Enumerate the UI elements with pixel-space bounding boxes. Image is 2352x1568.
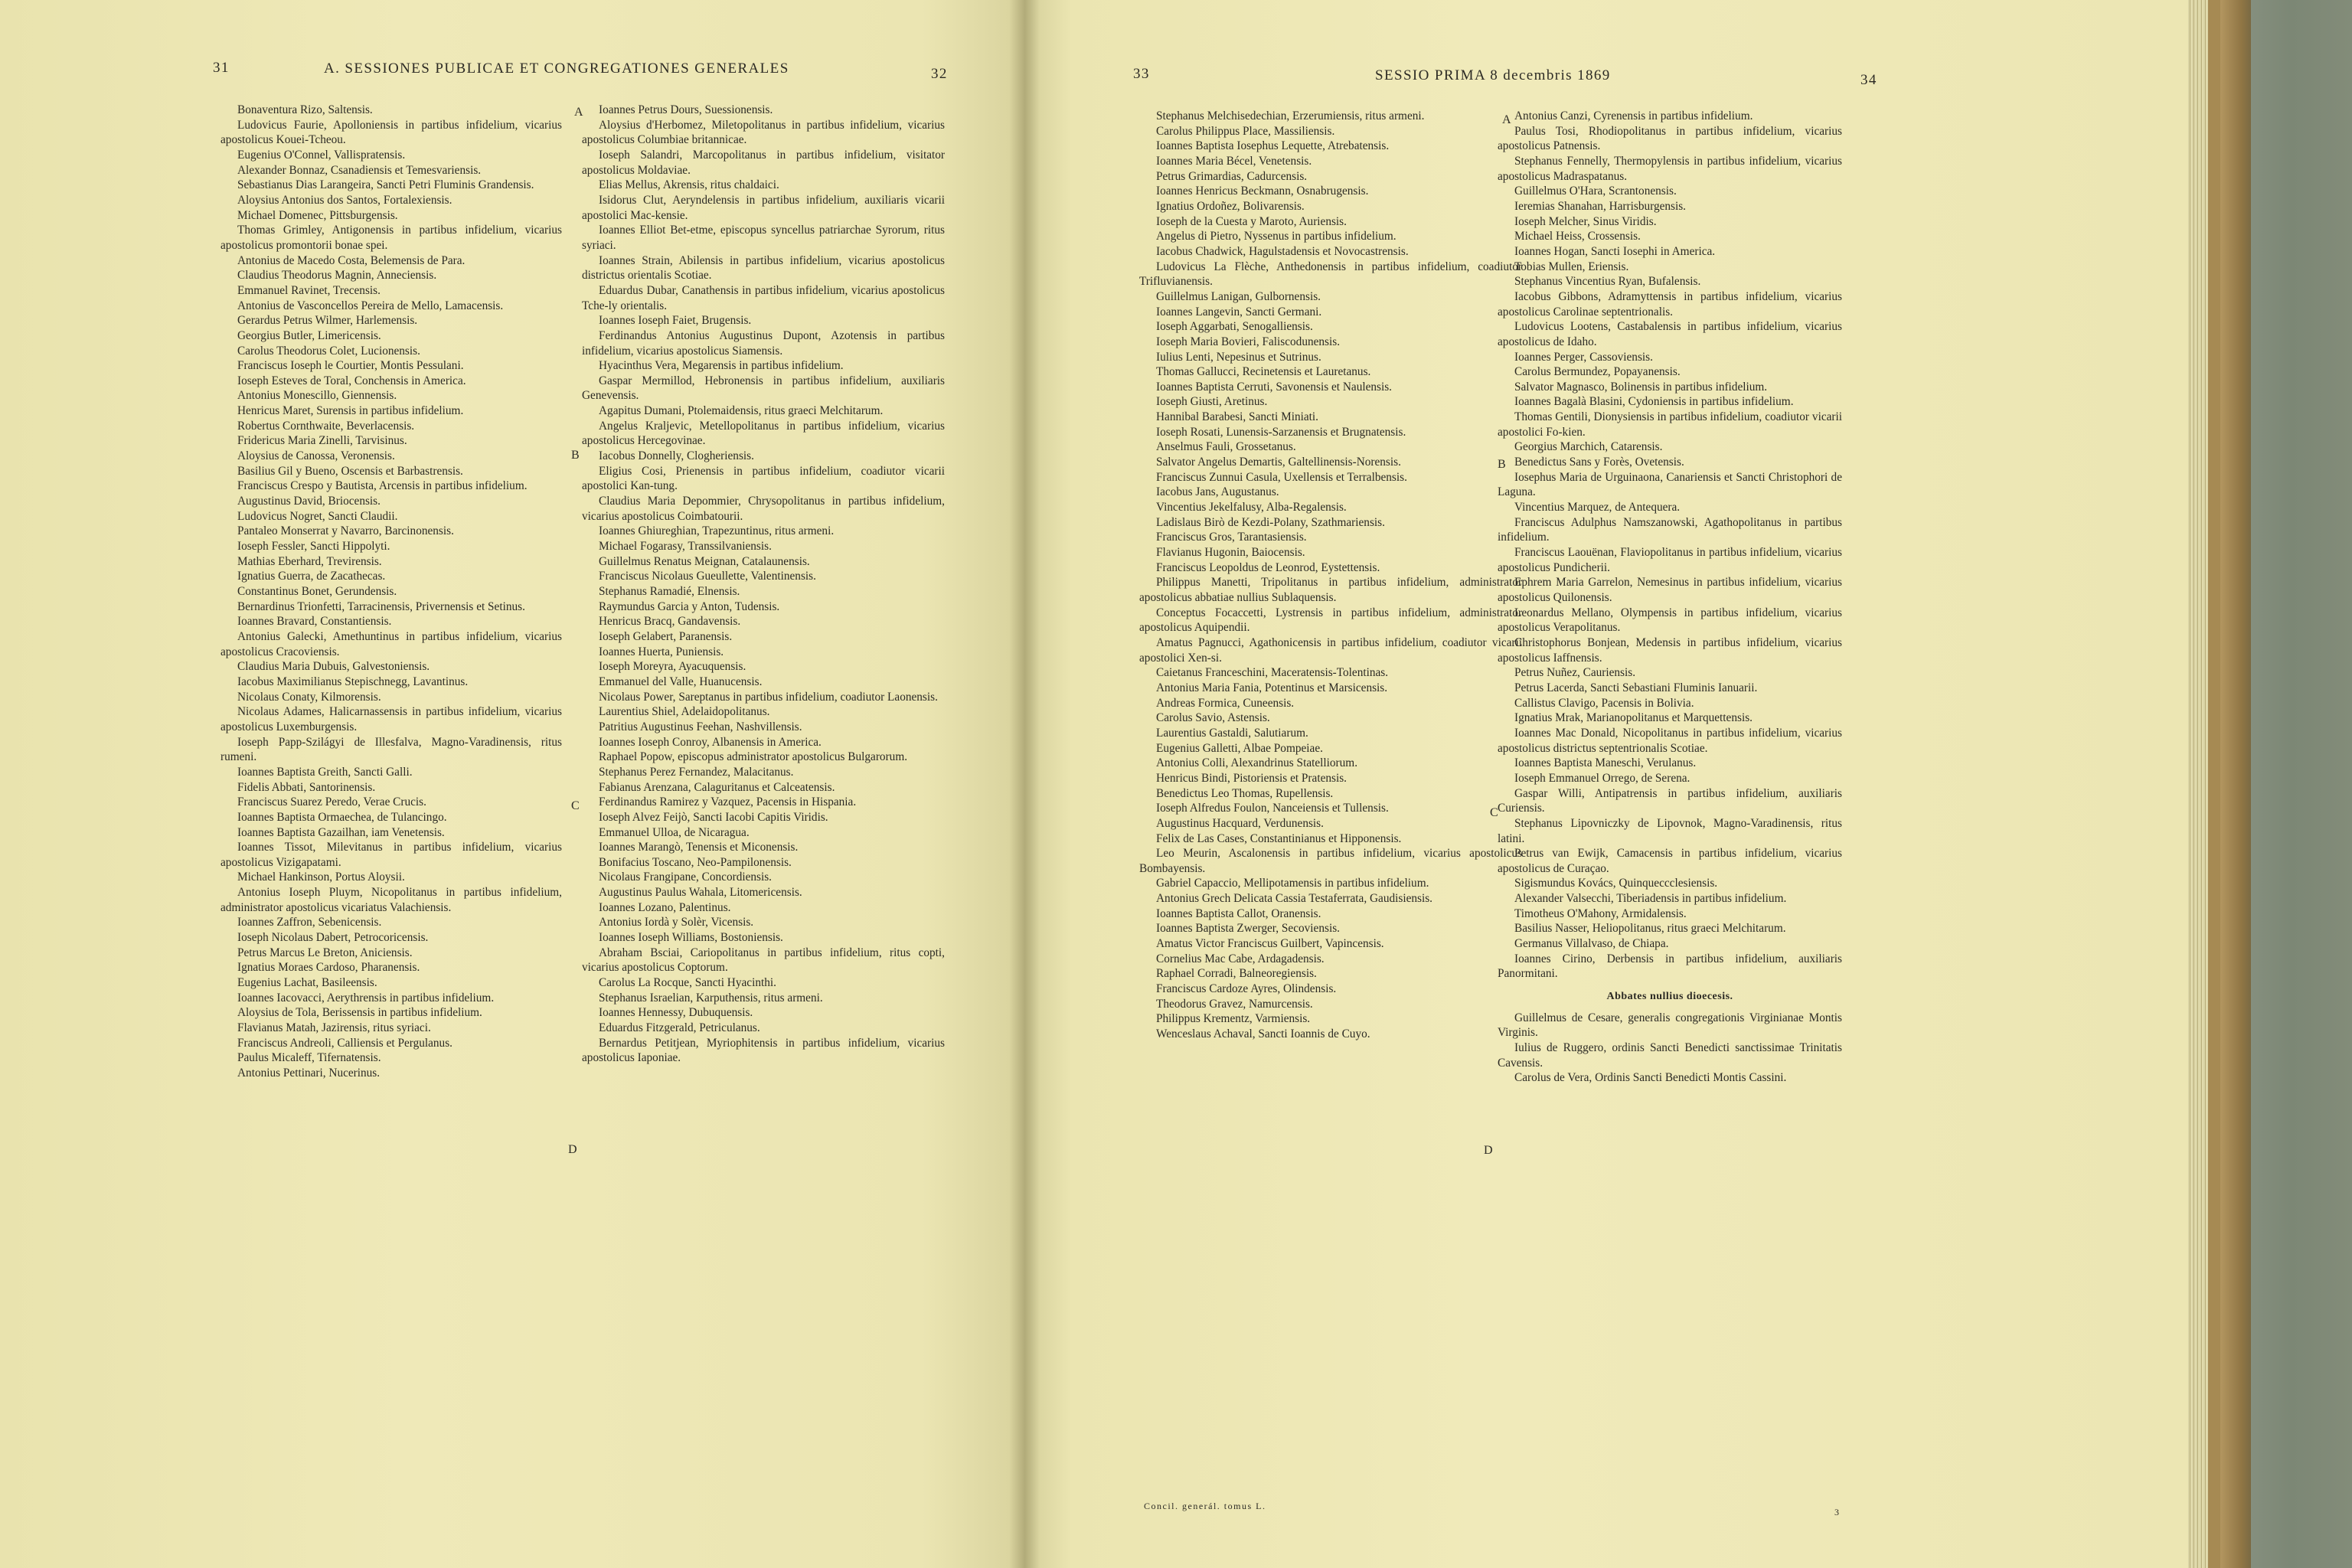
entry-line: Ioannes Baptista Cerruti, Savonensis et Naulensis.	[1156, 380, 1393, 394]
entry-line: Michael Heiss, Crossensis.	[1514, 230, 1641, 243]
entry-line: Ioannes Perger, Cassoviensis.	[1514, 350, 1653, 364]
entry-line: Ferdinandus Ramirez y Vazquez, Pacensis in Hispania.	[599, 795, 857, 809]
entry-line: Angelus di Pietro, Nyssenus in partibus infidelium.	[1156, 230, 1396, 243]
entry-line: Ioseph Salandri, Marcopolitanus in partibus infidelium, visitator apostolicus Moldaviae.	[582, 148, 945, 177]
entry-line: Franciscus Andreoli, Calliensis et Pergulanus.	[237, 1036, 452, 1050]
entry-line: Franciscus Laouënan, Flaviopolitanus in partibus infidelium, vicarius apostolicus Pundicherii.	[1498, 546, 1842, 574]
entry-line: Philippus Krementz, Varmiensis.	[1156, 1012, 1311, 1026]
entry-line: Michael Hankinson, Portus Aloysii.	[237, 871, 405, 884]
entry-line: Ludovicus Lootens, Castabalensis in partibus infidelium, vicarius apostolicus de Idaho.	[1498, 320, 1842, 348]
entry-line: Ioannes Bravard, Constantiensis.	[237, 615, 392, 629]
entry-line: Hyacinthus Vera, Megarensis in partibus infidelium.	[599, 359, 844, 373]
entry-line: Ioannes Huerta, Puniensis.	[599, 645, 724, 658]
entry-line: Guillelmus Renatus Meignan, Catalaunensis.	[599, 554, 810, 568]
entry-line: Ioseph Gelabert, Paranensis.	[599, 629, 733, 643]
entry-line: Franciscus Suarez Peredo, Verae Crucis.	[237, 795, 426, 809]
margin-marker-b: B	[571, 449, 580, 462]
entry-line: Ioannes Petrus Dours, Suessionensis.	[599, 103, 773, 116]
entry-line: Petrus van Ewijk, Camacensis in partibus infidelium, vicarius apostolicus de Curaçao.	[1498, 847, 1842, 875]
entry-line: Fabianus Arenzana, Calaguritanus et Calceatensis.	[599, 780, 835, 794]
margin-marker-b: B	[1498, 458, 1506, 471]
entry-line: Leonardus Mellano, Olympensis in partibus infidelium, vicarius apostolicus Verapolitanus.	[1498, 606, 1842, 635]
book-cover-edge	[2208, 0, 2220, 1568]
entry-line: Stephanus Israelian, Karputhensis, ritus armeni.	[599, 991, 823, 1004]
entry-line: Patritius Augustinus Feehan, Nashvillensis.	[599, 720, 802, 733]
entry-line: Antonius de Macedo Costa, Belemensis de Para.	[237, 253, 466, 267]
entry-line: Philippus Manetti, Tripolitanus in partibus infidelium, administrator apostolicus abbatiae nullius Sublaquensis.	[1139, 576, 1522, 604]
entry-line: Thomas Gallucci, Recinetensis et Lauretanus.	[1156, 365, 1371, 379]
entry-line: Franciscus Adulphus Namszanowski, Agathopolitanus in partibus infidelium.	[1498, 515, 1842, 544]
entry-line: Ioannes Ioseph Conroy, Albanensis in America.	[599, 735, 822, 749]
entry-line: Ioannes Lozano, Palentinus.	[599, 900, 731, 914]
entry-line: Nicolaus Adames, Halicarnassensis in partibus infidelium, vicarius apostolicus Luxemburgensis.	[220, 705, 562, 733]
entry-line: Carolus Philippus Place, Massiliensis.	[1156, 124, 1335, 138]
entry-line: Carolus Theodorus Colet, Lucionensis.	[237, 344, 420, 358]
entry-line: Ioseph Emmanuel Orrego, de Serena.	[1514, 771, 1690, 785]
entry-line: Henricus Bracq, Gandavensis.	[599, 615, 741, 629]
entry-line: Flavianus Hugonin, Baiocensis.	[1156, 546, 1305, 560]
entry-line: Theodorus Gravez, Namurcensis.	[1156, 997, 1313, 1011]
entry-line: Guillelmus Lanigan, Gulbornensis.	[1156, 289, 1321, 303]
entry-line: Stephanus Ramadié, Elnensis.	[599, 585, 740, 598]
entry-line: Caietanus Franceschini, Maceratensis-Tolentinas.	[1156, 666, 1389, 680]
entry-line: Eduardus Fitzgerald, Petriculanus.	[599, 1021, 760, 1035]
entry-line: Gaspar Willi, Antipatrensis in partibus infidelium, auxiliaris Curiensis.	[1498, 786, 1842, 815]
entry-line: Carolus de Vera, Ordinis Sancti Benedicti Montis Cassini.	[1514, 1071, 1787, 1085]
entry-line: Ioannes Baptista Iosephus Lequette, Atrebatensis.	[1156, 139, 1390, 153]
entry-line: Ioannes Baptista Greith, Sancti Galli.	[237, 765, 413, 779]
entry-line: Alexander Valsecchi, Tiberiadensis in partibus infidelium.	[1514, 892, 1787, 906]
entry-line: Amatus Pagnucci, Agathonicensis in partibus infidelium, coadiutor vicarii apostolici Xen-si.	[1139, 635, 1522, 665]
entry-line: Isidorus Clut, Aeryndelensis in partibus infidelium, auxiliaris vicarii apostolici Mac-kensie.	[582, 193, 945, 222]
entry-line: Leo Meurin, Ascalonensis in partibus infidelium, vicarius apostolicus Bombayensis.	[1139, 847, 1522, 875]
entry-line: Thomas Gentili, Dionysiensis in partibus infidelium, coadiutor vicarii apostolici Fo-kien.	[1498, 410, 1842, 439]
entry-line: Ioannes Zaffron, Sebenicensis.	[237, 916, 382, 929]
entry-line: Laurentius Shiel, Adelaidopolitanus.	[599, 705, 770, 719]
entry-line: Antonius Monescillo, Giennensis.	[237, 389, 397, 403]
signature-line: Concil. generál. tomus L.	[1144, 1501, 1266, 1511]
entry-line: Vincentius Marquez, de Antequera.	[1514, 501, 1681, 514]
right-page-column-1	[1139, 109, 1522, 1042]
entry-line: Augustinus David, Briocensis.	[237, 495, 381, 508]
entry-line: Petrus Nuñez, Cauriensis.	[1514, 666, 1636, 680]
entry-line: Stephanus Melchisedechian, Erzerumiensis, ritus armeni.	[1156, 109, 1425, 122]
entry-line: Aloysius d'Herbomez, Miletopolitanus in partibus infidelium, vicarius apostolicus Columbiae britannicae.	[582, 118, 945, 147]
entry-line: Gaspar Mermillod, Hebronensis in partibus infidelium, auxiliaris Genevensis.	[582, 374, 945, 403]
entry-line: Stephanus Fennelly, Thermopylensis in partibus infidelium, vicarius apostolicus Madraspatanus.	[1498, 154, 1842, 183]
page-stack-edge	[2188, 0, 2208, 1568]
left-page	[0, 0, 1024, 1568]
entry-line: Ioannes Iacovacci, Aerythrensis in partibus infidelium.	[237, 991, 495, 1004]
entry-line: Flavianus Matah, Jazirensis, ritus syriaci.	[237, 1021, 431, 1035]
entry-line: Raphael Popow, episcopus administrator apostolicus Bulgarorum.	[599, 750, 908, 764]
entry-line: Ludovicus La Flèche, Anthedonensis in partibus infidelium, coadiutor Trifluvianensis.	[1139, 260, 1522, 289]
entry-line: Ioseph Aggarbati, Senogalliensis.	[1156, 320, 1313, 334]
signature-mark: 3	[1834, 1507, 1841, 1517]
entry-line: Nicolaus Conaty, Kilmorensis.	[237, 690, 381, 704]
entry-line: Nicolaus Frangipane, Concordiensis.	[599, 871, 773, 884]
entry-line: Abraham Bsciai, Cariopolitanus in partibus infidelium, ritus copti, vicarius apostolicus Coptorum.	[582, 946, 945, 975]
entry-line: Sebastianus Dias Larangeira, Sancti Petri Fluminis Grandensis.	[237, 178, 534, 192]
entry-line: Eduardus Dubar, Canathensis in partibus infidelium, vicarius apostolicus Tche-ly orientalis.	[582, 283, 945, 312]
entry-line: Ioannes Baptista Ormaechea, de Tulancingo.	[237, 810, 447, 824]
entry-line: Salvator Angelus Demartis, Galtellinensis-Norensis.	[1156, 456, 1401, 469]
entry-line: Georgius Butler, Limericensis.	[237, 328, 381, 342]
entry-line: Ioseph Giusti, Aretinus.	[1156, 395, 1268, 409]
entry-line: Bernardus Petitjean, Myriophitensis in partibus infidelium, vicarius apostolicus Iaponiae.	[582, 1036, 945, 1065]
entry-line: Ignatius Guerra, de Zacathecas.	[237, 570, 386, 583]
entry-line: Raphael Corradi, Balneoregiensis.	[1156, 967, 1317, 981]
entry-line: Carolus Bermundez, Popayanensis.	[1514, 365, 1681, 379]
margin-marker-c: C	[1490, 806, 1498, 819]
entry-line: Aloysius Antonius dos Santos, Fortalexiensis.	[237, 193, 452, 207]
entry-line: Amatus Victor Franciscus Guilbert, Vapincensis.	[1156, 937, 1384, 951]
entry-line: Nicolaus Power, Sareptanus in partibus infidelium, coadiutor Laonensis.	[599, 690, 938, 704]
entry-line: Michael Fogarasy, Transsilvaniensis.	[599, 540, 772, 554]
entry-line: Bonaventura Rizo, Saltensis.	[237, 103, 373, 116]
entry-line: Franciscus Zunnui Casula, Uxellensis et Terralbensis.	[1156, 470, 1407, 484]
entry-line: Callistus Clavigo, Pacensis in Bolivia.	[1514, 696, 1694, 710]
entry-line: Ludovicus Faurie, Apolloniensis in partibus infidelium, vicarius apostolicus Kouei-Tcheou.	[220, 118, 562, 147]
entry-line: Ioseph Fessler, Sancti Hippolyti.	[237, 540, 390, 554]
entry-line: Ioannes Ghiureghian, Trapezuntinus, ritus armeni.	[599, 524, 835, 538]
entry-line: Ioannes Tissot, Milevitanus in partibus infidelium, vicarius apostolicus Vizigapatami.	[220, 841, 562, 869]
background-right	[2251, 0, 2352, 1568]
left-page-column-2	[582, 103, 945, 1066]
book-cover-spine	[2220, 0, 2251, 1568]
entry-line: Felix de Las Cases, Constantinianus et Hipponensis.	[1156, 831, 1402, 845]
entry-line: Iacobus Donnelly, Clogheriensis.	[599, 449, 754, 463]
entry-line: Iacobus Gibbons, Adramyttensis in partibus infidelium, vicarius apostolicus Carolinae septentrionalis.	[1498, 289, 1842, 318]
entry-line: Benedictus Leo Thomas, Rupellensis.	[1156, 786, 1334, 800]
entry-line: Iosephus Maria de Urguinaona, Canariensis et Sancti Christophori de Laguna.	[1498, 470, 1842, 499]
entry-line: Iacobus Maximilianus Stepischnegg, Lavantinus.	[237, 675, 469, 688]
entry-line: Cornelius Mac Cabe, Ardagadensis.	[1156, 952, 1325, 965]
entry-line: Ioseph Esteves de Toral, Conchensis in America.	[237, 374, 466, 387]
entry-line: Ioannes Hogan, Sancti Iosephi in America.	[1514, 244, 1716, 258]
entry-line: Ioannes Langevin, Sancti Germani.	[1156, 305, 1322, 318]
margin-marker-a: A	[574, 106, 583, 119]
entry-line: Stephanus Lipovniczky de Lipovnok, Magno-Varadinensis, ritus latini.	[1498, 816, 1842, 845]
entry-line: Eugenius Galletti, Albae Pompeiae.	[1156, 741, 1323, 755]
entry-line: Ioannes Cirino, Derbensis in partibus infidelium, auxiliaris Panormitani.	[1498, 952, 1842, 981]
margin-marker-c: C	[571, 799, 580, 812]
entry-line: Franciscus Leopoldus de Leonrod, Eystettensis.	[1156, 560, 1380, 574]
entry-line: Antonius Colli, Alexandrinus Statelliorum.	[1156, 756, 1358, 770]
entry-line: Fidelis Abbati, Santorinensis.	[237, 780, 376, 794]
entry-line: Iulius de Ruggero, ordinis Sancti Benedicti sanctissimae Trinitatis Cavensis.	[1498, 1041, 1842, 1070]
entry-line: Antonius Ioseph Pluym, Nicopolitanus in partibus infidelium, administrator apostolicus vicariatus Valachiensis.	[220, 886, 562, 914]
entry-line: Claudius Maria Dubuis, Galvestoniensis.	[237, 660, 430, 674]
entry-line: Iacobus Chadwick, Hagulstadensis et Novocastrensis.	[1156, 244, 1409, 258]
entry-line: Ephrem Maria Garrelon, Nemesinus in partibus infidelium, vicarius apostolicus Quilonensis.	[1498, 576, 1842, 604]
entry-line: Bernardinus Trionfetti, Tarracinensis, Privernensis et Setinus.	[237, 599, 525, 613]
entry-line: Basilius Nasser, Heliopolitanus, ritus graeci Melchitarum.	[1514, 922, 1786, 936]
right-page	[1024, 0, 2188, 1568]
entry-line: Ioannes Baptista Gazailhan, iam Venetensis.	[237, 825, 445, 839]
entry-line: Antonius Grech Delicata Cassia Testaferrata, Gaudisiensis.	[1156, 892, 1432, 906]
entry-line: Iacobus Jans, Augustanus.	[1156, 485, 1279, 499]
margin-marker-d: D	[568, 1143, 577, 1156]
entry-line: Stephanus Perez Fernandez, Malacitanus.	[599, 765, 794, 779]
entry-line: Hannibal Barabesi, Sancti Miniati.	[1156, 410, 1318, 424]
entry-line: Ioseph Nicolaus Dabert, Petrocoricensis.	[237, 931, 429, 945]
entry-line: Guillelmus O'Hara, Scrantonensis.	[1514, 185, 1677, 198]
entry-line: Franciscus Cardoze Ayres, Olindensis.	[1156, 982, 1337, 996]
entry-line: Ioannes Hennessy, Dubuquensis.	[599, 1006, 753, 1020]
entry-line: Petrus Grimardias, Cadurcensis.	[1156, 169, 1308, 183]
margin-marker-a: A	[1502, 113, 1511, 126]
entry-line: Eugenius Lachat, Basileensis.	[237, 976, 377, 990]
entry-line: Antonius Pettinari, Nucerinus.	[237, 1067, 381, 1080]
entry-line: Thomas Grimley, Antigonensis in partibus infidelium, vicarius apostolicus promontorii bonae spei.	[220, 224, 562, 252]
entry-line: Franciscus Crespo y Bautista, Arcensis in partibus infidelium.	[237, 479, 528, 493]
entry-line: Anselmus Fauli, Grossetanus.	[1156, 440, 1296, 454]
running-head-left: A. SESSIONES PUBLICAE ET CONGREGATIONES GENERALES	[324, 60, 789, 77]
entry-line: Alexander Bonnaz, Csanadiensis et Temesvariensis.	[237, 163, 482, 177]
entry-line: Ioseph Maria Bovieri, Faliscodunensis.	[1156, 335, 1341, 348]
entry-line: Elias Mellus, Akrensis, ritus chaldaici.	[599, 178, 779, 192]
entry-line: Claudius Theodorus Magnin, Anneciensis.	[237, 269, 437, 283]
entry-line: Aloysius de Tola, Berissensis in partibus infidelium.	[237, 1006, 482, 1020]
entry-line: Ferdinandus Antonius Augustinus Dupont, Azotensis in partibus infidelium, vicarius apostolicus Siamensis.	[582, 328, 945, 358]
entry-line: Ieremias Shanahan, Harrisburgensis.	[1514, 199, 1687, 213]
entry-line: Augustinus Hacquard, Verdunensis.	[1156, 816, 1324, 830]
entry-line: Conceptus Focaccetti, Lystrensis in partibus infidelium, administrator apostolicus Aquipendii.	[1139, 606, 1522, 635]
entry-line: Tobias Mullen, Eriensis.	[1514, 260, 1629, 273]
entry-line: Ioannes Elliot Bet-etme, episcopus syncellus patriarchae Syrorum, ritus syriaci.	[582, 224, 945, 252]
entry-line: Angelus Kraljevic, Metellopolitanus in partibus infidelium, vicarius apostolicus Hercegovinae.	[582, 419, 945, 448]
entry-line: Ioannes Baptista Maneschi, Verulanus.	[1514, 756, 1697, 770]
entry-line: Raymundus Garcia y Anton, Tudensis.	[599, 599, 780, 613]
entry-line: Timotheus O'Mahony, Armidalensis.	[1514, 906, 1687, 920]
entry-line: Pantaleo Monserrat y Navarro, Barcinonensis.	[237, 524, 454, 538]
book-gutter	[1009, 0, 1040, 1568]
entry-line: Sigismundus Kovács, Quinqueccclesiensis.	[1514, 877, 1718, 890]
entry-line: Ioseph Moreyra, Ayacuquensis.	[599, 660, 746, 674]
entry-line: Ioannes Ioseph Williams, Bostoniensis.	[599, 931, 783, 945]
entry-line: Laurentius Gastaldi, Salutiarum.	[1156, 726, 1308, 740]
entry-line: Paulus Tosi, Rhodiopolitanus in partibus infidelium, vicarius apostolicus Patnensis.	[1498, 124, 1842, 153]
entry-line: Antonius Iordà y Solèr, Vicensis.	[599, 916, 754, 929]
entry-line: Germanus Villalvaso, de Chiapa.	[1514, 937, 1669, 951]
left-page-column-1	[220, 103, 562, 1081]
entry-line: Iulius Lenti, Nepesinus et Sutrinus.	[1156, 350, 1321, 364]
entry-line: Carolus La Rocque, Sancti Hyacinthi.	[599, 976, 776, 990]
entry-line: Ioannes Baptista Callot, Oranensis.	[1156, 906, 1321, 920]
entry-line: Ioseph de la Cuesta y Maroto, Auriensis.	[1156, 214, 1347, 228]
entry-line: Ladislaus Birò de Kezdi-Polany, Szathmariensis.	[1156, 515, 1385, 529]
entry-line: Salvator Magnasco, Bolinensis in partibus infidelium.	[1514, 380, 1768, 394]
entry-line: Ioannes Baptista Zwerger, Secoviensis.	[1156, 922, 1340, 936]
entry-line: Antonius Maria Fania, Potentinus et Marsicensis.	[1156, 681, 1388, 694]
entry-line: Ioannes Henricus Beckmann, Osnabrugensis.	[1156, 185, 1369, 198]
entry-line: Ioannes Strain, Abilensis in partibus infidelium, vicarius apostolicus districtus orientalis Scotiae.	[582, 253, 945, 283]
entry-line: Guillelmus de Cesare, generalis congregationis Virginianae Montis Virginis.	[1498, 1011, 1842, 1040]
entry-line: Carolus Savio, Astensis.	[1156, 711, 1270, 725]
entry-line: Ioseph Melcher, Sinus Viridis.	[1514, 214, 1657, 228]
entry-line: Constantinus Bonet, Gerundensis.	[237, 585, 397, 598]
entry-line: Michael Domenec, Pittsburgensis.	[237, 208, 398, 222]
entry-line: Ioannes Ioseph Faiet, Brugensis.	[599, 314, 752, 328]
entry-line: Claudius Maria Depommier, Chrysopolitanus in partibus infidelium, vicarius apostolicus Coimbatourii.	[582, 495, 945, 523]
entry-line: Augustinus Paulus Wahala, Litomericensis.	[599, 886, 802, 900]
entry-line: Basilius Gil y Bueno, Oscensis et Barbastrensis.	[237, 464, 463, 478]
page-number-left-a: 31	[213, 60, 230, 76]
entry-line: Henricus Maret, Surensis in partibus infidelium.	[237, 404, 464, 418]
entry-line: Christophorus Bonjean, Medensis in partibus infidelium, vicarius apostolicus Iaffnensis.	[1498, 635, 1842, 665]
entry-line: Agapitus Dumani, Ptolemaidensis, ritus graeci Melchitarum.	[599, 404, 884, 418]
entry-line: Andreas Formica, Cuneensis.	[1156, 696, 1295, 710]
entry-line: Stephanus Vincentius Ryan, Bufalensis.	[1514, 275, 1701, 289]
entry-line: Emmanuel del Valle, Huanucensis.	[599, 675, 763, 688]
section-heading: Abbates nullius dioecesis.	[1606, 991, 1733, 1003]
margin-marker-d: D	[1484, 1144, 1493, 1157]
entry-line: Vincentius Jekelfalusy, Alba-Regalensis.	[1156, 501, 1347, 514]
entry-line: Georgius Marchich, Catarensis.	[1514, 440, 1663, 454]
entry-line: Mathias Eberhard, Trevirensis.	[237, 554, 382, 568]
entry-line: Ioannes Mac Donald, Nicopolitanus in partibus infidelium, vicarius apostolicus districtus septentrionalis Scotiae.	[1498, 726, 1842, 755]
entry-line: Wenceslaus Achaval, Sancti Ioannis de Cuyo.	[1156, 1027, 1370, 1041]
entry-line: Ignatius Mrak, Marianopolitanus et Marquettensis.	[1514, 711, 1753, 725]
entry-line: Benedictus Sans y Forès, Ovetensis.	[1514, 456, 1684, 469]
entry-line: Petrus Marcus Le Breton, Aniciensis.	[237, 946, 413, 959]
entry-line: Antonius Canzi, Cyrenensis in partibus infidelium.	[1514, 109, 1753, 122]
page-number-right-a: 33	[1133, 66, 1150, 82]
entry-line: Ignatius Ordoñez, Bolivarensis.	[1156, 199, 1305, 213]
entry-line: Franciscus Gros, Tarantasiensis.	[1156, 531, 1307, 544]
entry-line: Ioseph Alvez Feijò, Sancti Iacobi Capitis Viridis.	[599, 810, 828, 824]
entry-line: Eugenius O'Connel, Vallispratensis.	[237, 148, 406, 162]
entry-line: Ioannes Bagalà Blasini, Cydoniensis in partibus infidelium.	[1514, 395, 1794, 409]
entry-line: Aloysius de Canossa, Veronensis.	[237, 449, 395, 463]
entry-line: Ioseph Papp-Szilágyi de Illesfalva, Magno-Varadinensis, ritus rumeni.	[220, 735, 562, 764]
right-page-column-2	[1498, 109, 1842, 1086]
entry-line: Ioannes Maria Bécel, Venetensis.	[1156, 154, 1312, 168]
entry-line: Ignatius Moraes Cardoso, Pharanensis.	[237, 961, 420, 975]
entry-line: Franciscus Ioseph le Courtier, Montis Pessulani.	[237, 359, 464, 373]
running-head-right: SESSIO PRIMA 8 decembris 1869	[1375, 67, 1611, 83]
entry-line: Ludovicus Nogret, Sancti Claudii.	[237, 509, 398, 523]
entry-line: Emmanuel Ravinet, Trecensis.	[237, 283, 381, 297]
entry-line: Eligius Cosi, Prienensis in partibus infidelium, coadiutor vicarii apostolici Kan-tung.	[582, 464, 945, 493]
entry-line: Antonius Galecki, Amethuntinus in partibus infidelium, vicarius apostolicus Cracoviensis.	[220, 629, 562, 658]
entry-line: Paulus Micaleff, Tifernatensis.	[237, 1051, 381, 1065]
entry-line: Franciscus Nicolaus Gueullette, Valentinensis.	[599, 570, 816, 583]
entry-line: Gabriel Capaccio, Mellipotamensis in partibus infidelium.	[1156, 877, 1429, 890]
page-number-right-b: 34	[1860, 72, 1877, 88]
entry-line: Gerardus Petrus Wilmer, Harlemensis.	[237, 314, 418, 328]
entry-line: Ioannes Marangò, Tenensis et Miconensis.	[599, 841, 799, 854]
page-number-left-b: 32	[931, 66, 948, 82]
entry-line: Ioseph Rosati, Lunensis-Sarzanensis et Brugnatensis.	[1156, 425, 1406, 439]
entry-line: Robertus Cornthwaite, Beverlacensis.	[237, 419, 415, 433]
entry-line: Antonius de Vasconcellos Pereira de Mello, Lamacensis.	[237, 299, 504, 312]
entry-line: Bonifacius Toscano, Neo-Pampilonensis.	[599, 855, 792, 869]
entry-line: Petrus Lacerda, Sancti Sebastiani Fluminis Ianuarii.	[1514, 681, 1758, 694]
entry-line: Emmanuel Ulloa, de Nicaragua.	[599, 825, 750, 839]
entry-line: Fridericus Maria Zinelli, Tarvisinus.	[237, 434, 407, 448]
entry-line: Henricus Bindi, Pistoriensis et Pratensis.	[1156, 771, 1347, 785]
entry-line: Ioseph Alfredus Foulon, Nanceiensis et Tullensis.	[1156, 802, 1389, 815]
